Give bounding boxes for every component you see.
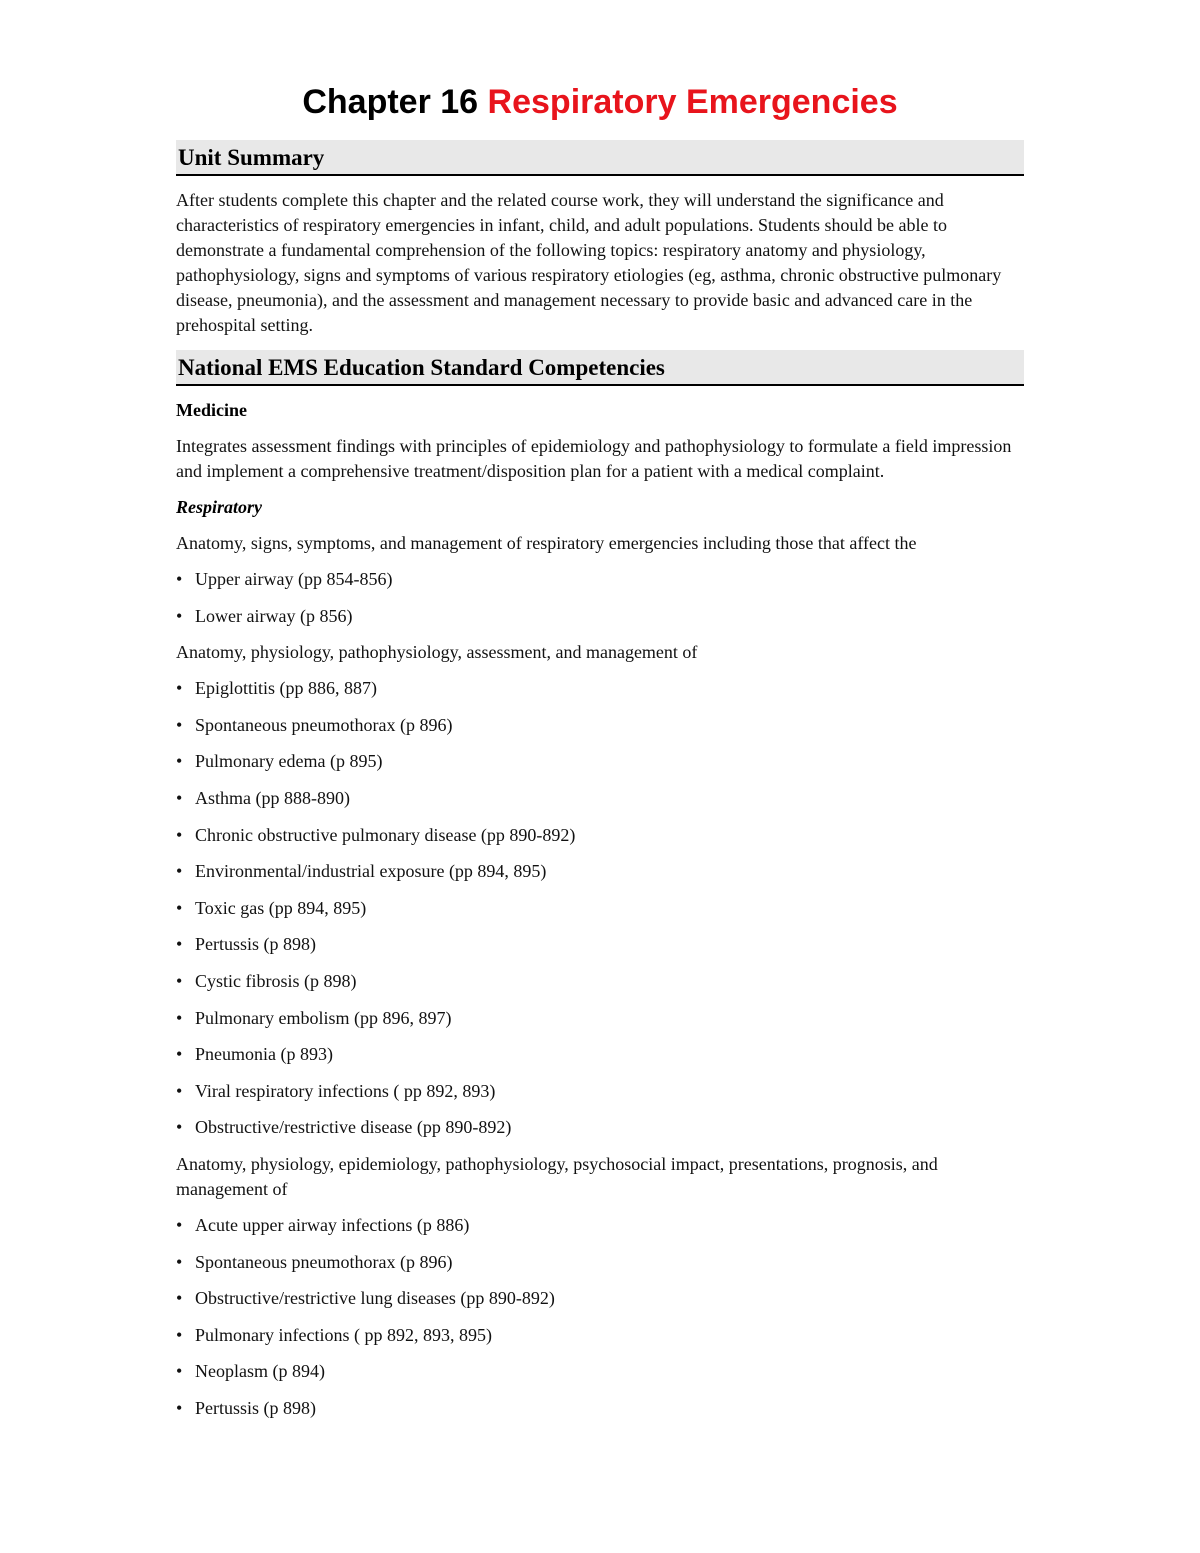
list-item xyxy=(176,1396,1024,1421)
unit-summary-text: After students complete this chapter and the related course work, they will understand the significance and characteristics of respiratory emergencies in infant, child, and adult populations. Students should be able to demonstrate a fundamental comprehension of the following topics: respiratory anatomy and physiology, pathophysiology, signs and symptoms of various respiratory etiologies (eg, asthma, chronic obstructive pulmonary disease, pneumonia), and the assessment and management necessary to provide basic and advanced care in the prehospital setting. xyxy=(176,190,1002,335)
list-item-text: Epiglottitis (pp 886, 887) xyxy=(195,678,377,699)
bullet-icon: • xyxy=(176,714,183,735)
list-item-text: Spontaneous pneumothorax (p 896) xyxy=(195,714,453,735)
list-item xyxy=(176,749,1024,774)
list-item xyxy=(176,823,1024,848)
list-item-text: Environmental/industrial exposure (pp 894, 895) xyxy=(195,861,547,882)
bullet-icon: • xyxy=(176,1044,183,1065)
bullet-icon: • xyxy=(176,1251,183,1272)
bullet-icon: • xyxy=(176,897,183,918)
bullet-icon: • xyxy=(176,678,183,699)
list-item xyxy=(176,1359,1024,1384)
chapter-number: Chapter 16 xyxy=(302,83,479,121)
list-item-text: Spontaneous pneumothorax (p 896) xyxy=(195,1251,453,1272)
group1-list xyxy=(176,567,1024,629)
group1-intro: Anatomy, signs, symptoms, and management of respiratory emergencies including those that affect the xyxy=(176,533,917,553)
list-item xyxy=(176,1286,1024,1311)
chapter-name: Respiratory Emergencies xyxy=(487,83,898,121)
competencies-heading: National EMS Education Standard Competencies xyxy=(176,350,1024,386)
group2-intro: Anatomy, physiology, pathophysiology, assessment, and management of xyxy=(176,642,698,663)
respiratory-label: Respiratory xyxy=(176,497,263,517)
list-item-text: Pulmonary edema (p 895) xyxy=(195,751,383,772)
list-item xyxy=(176,1115,1024,1140)
bullet-icon: • xyxy=(176,861,183,882)
chapter-title xyxy=(176,78,1024,126)
list-item xyxy=(176,896,1024,921)
list-item xyxy=(176,676,1024,701)
bullet-icon: • xyxy=(176,970,183,991)
bullet-icon: • xyxy=(176,1117,183,1138)
document-page xyxy=(176,78,1024,1432)
list-item-text: Obstructive/restrictive lung diseases (pp 890-892) xyxy=(195,1288,555,1309)
bullet-icon: • xyxy=(176,1214,183,1235)
bullet-icon: • xyxy=(176,1007,183,1028)
list-item xyxy=(176,567,1024,592)
list-item-text: Chronic obstructive pulmonary disease (pp 890-892) xyxy=(195,824,576,845)
bullet-icon: • xyxy=(176,1080,183,1101)
list-item xyxy=(176,1213,1024,1238)
group2-list xyxy=(176,676,1024,1140)
list-item-text: Toxic gas (pp 894, 895) xyxy=(195,897,367,918)
list-item-text: Pertussis (p 898) xyxy=(195,934,316,955)
bullet-icon: • xyxy=(176,1397,183,1418)
list-item xyxy=(176,859,1024,884)
list-item-text: Acute upper airway infections (p 886) xyxy=(195,1214,470,1235)
bullet-icon: • xyxy=(176,824,183,845)
bullet-icon: • xyxy=(176,787,183,808)
list-item xyxy=(176,969,1024,994)
list-item-text: Asthma (pp 888-890) xyxy=(195,787,350,808)
list-item xyxy=(176,932,1024,957)
bullet-icon: • xyxy=(176,605,183,626)
list-item xyxy=(176,1250,1024,1275)
medicine-label: Medicine xyxy=(176,400,247,420)
bullet-icon: • xyxy=(176,569,183,589)
group3-list xyxy=(176,1213,1024,1421)
list-item xyxy=(176,786,1024,811)
bullet-icon: • xyxy=(176,1288,183,1309)
list-item-text: Viral respiratory infections ( pp 892, 893) xyxy=(195,1080,496,1101)
list-item xyxy=(176,1323,1024,1348)
list-item-text: Upper airway (pp 854-856) xyxy=(195,569,393,589)
list-item xyxy=(176,1079,1024,1104)
list-item-text: Neoplasm (p 894) xyxy=(195,1361,325,1382)
bullet-icon: • xyxy=(176,1361,183,1382)
bullet-icon: • xyxy=(176,934,183,955)
list-item-text: Obstructive/restrictive disease (pp 890-892) xyxy=(195,1117,512,1138)
unit-summary-heading: Unit Summary xyxy=(176,140,1024,176)
medicine-text: Integrates assessment findings with principles of epidemiology and pathophysiology to formulate a field impression and implement a comprehensive treatment/disposition plan for a patient with a medical complaint. xyxy=(176,436,1012,481)
list-item-text: Pulmonary infections ( pp 892, 893, 895) xyxy=(195,1324,492,1345)
list-item xyxy=(176,1042,1024,1067)
list-item-text: Cystic fibrosis (p 898) xyxy=(195,970,357,991)
list-item xyxy=(176,604,1024,629)
list-item-text: Lower airway (p 856) xyxy=(195,605,353,626)
list-item-text: Pulmonary embolism (pp 896, 897) xyxy=(195,1007,452,1028)
list-item-text: Pertussis (p 898) xyxy=(195,1397,316,1418)
list-item xyxy=(176,713,1024,738)
bullet-icon: • xyxy=(176,1324,183,1345)
group3-intro: Anatomy, physiology, epidemiology, pathophysiology, psychosocial impact, presentations, prognosis, and management of xyxy=(176,1153,938,1199)
bullet-icon: • xyxy=(176,751,183,772)
list-item-text: Pneumonia (p 893) xyxy=(195,1044,333,1065)
list-item xyxy=(176,1006,1024,1031)
